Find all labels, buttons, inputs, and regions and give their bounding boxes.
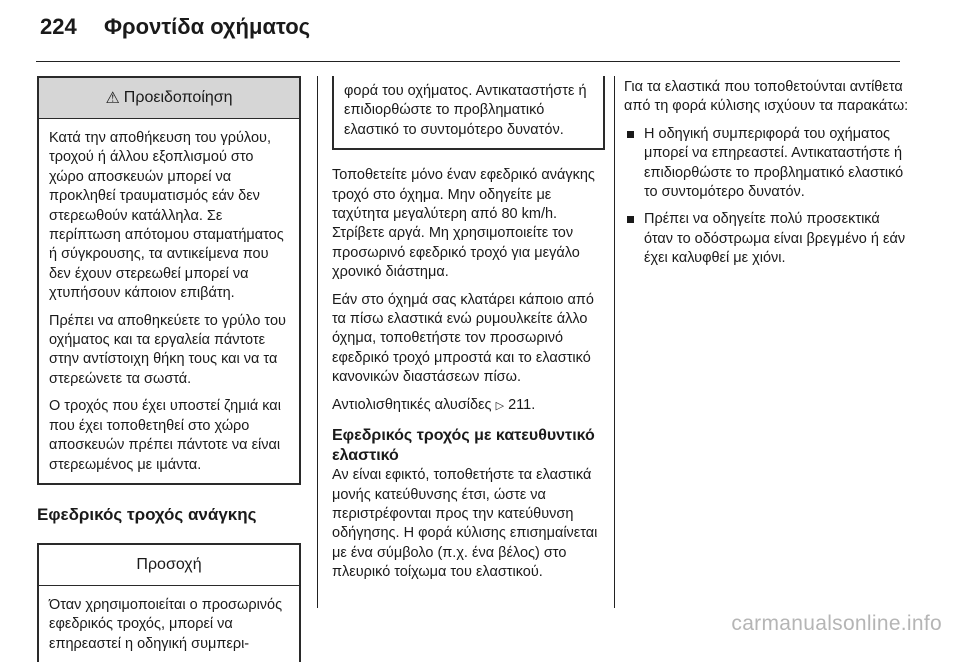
reference-text: Αντιολισθητικές αλυσίδες <box>332 396 492 413</box>
reference-page: 211. <box>508 396 536 413</box>
warning-box-title: ⚠ Προειδοποίηση <box>39 78 299 119</box>
bullet-square-icon <box>627 216 634 223</box>
subsection-heading: Εφεδρικός τροχός με κατευθυντικό ελαστικό <box>332 427 595 465</box>
section-heading: Εφεδρικός τροχός ανάγκης <box>37 504 257 524</box>
paragraph: Εάν στο όχημά σας κλατάρει κάποιο από τα πίσω ελαστικά ενώ ρυμουλκείτε άλλο όχημα, τοποθετήστε τον προσωρινό εφεδρικό τροχό μπροστά και το ελαστικό κανονικών διαστάσεων πίσω. <box>332 291 594 386</box>
paragraph: Αν είναι εφικτό, τοποθετήστε τα ελαστικά μονής κατεύθυνσης έτσι, ώστε να περιστρέφονται προς την κατεύθυνση οδήγησης. Η φορά κύλισης επισημαίνεται με ένα σύμβολο (π.χ. ένα βέλος) στο πλευρικό τοίχωμα του ελαστικού. <box>332 467 598 581</box>
caution-box-title: Προσοχή <box>39 545 299 586</box>
page-number: 224 <box>40 14 77 39</box>
list-item: Η οδηγική συμπεριφορά του οχήματος μπορεί να επηρεαστεί. Αντικαταστήστε ή επιδιορθώστε το προβληματικό ελαστικό το συντομότερο δυνατόν. <box>624 125 909 203</box>
column-1 <box>37 76 301 662</box>
caution-box-continuation <box>332 76 605 150</box>
bullet-list <box>624 125 909 269</box>
paragraph: Τοποθετείτε μόνο έναν εφεδρικό ανάγκης τροχό στο όχημα. Μην οδηγείτε με ταχύτητα μεγαλύτερη από 80 km/h. Στρίβετε αργά. Μη χρησιμοποιείτε τον προσωρινό εφεδρικό τροχό για μεγάλο χρονικό διάστημα. <box>332 167 595 281</box>
caution-continuation-text: φορά του οχήματος. Αντικαταστήστε ή επιδιορθώστε το προβληματικό ελαστικό το συντομότερο δυνατόν. <box>344 83 587 138</box>
warning-paragraph: Πρέπει να αποθηκεύετε το γρύλο του οχήματος και τα εργαλεία πάντοτε στην αντίστοιχη θήκη τους και να τα στερεώνετε τα σωστά. <box>49 312 286 387</box>
column-3 <box>624 78 909 277</box>
column-3-text <box>624 78 909 269</box>
intro-paragraph: Για τα ελαστικά που τοποθετούνται αντίθετα από τη φορά κύλισης ισχύουν τα παρακάτω: <box>624 79 909 115</box>
caution-box-body <box>39 586 299 662</box>
warning-paragraph: Ο τροχός που έχει υποστεί ζημιά και που έχει τοποθετηθεί στο χώρο αποσκευών πρέπει πάντοτε να είναι στερεωμένος με ιμάντα. <box>49 398 281 473</box>
warning-triangle-icon: ⚠ <box>105 90 120 107</box>
subsection-text <box>332 466 605 582</box>
warning-box <box>37 76 301 485</box>
header-divider <box>36 61 900 62</box>
column-divider-1 <box>317 76 318 608</box>
warning-paragraph: Κατά την αποθήκευση του γρύλου, τροχού ή άλλου εξοπλισμού στο χώρο αποσκευών μπορεί να προκληθεί τραυματισμός εάν δεν στερεωθούν κατάλληλα. Σε περίπτωση απότομου σταματήματος ή σύγκρουσης, τα αντικείμενα που δεν έχουν στερεωθεί μπορεί να χτυπήσουν κάποιον επιβάτη. <box>49 130 284 302</box>
column-divider-2 <box>614 76 615 608</box>
section-title: Φροντίδα οχήματος <box>104 14 311 39</box>
caution-text: Όταν χρησιμοποιείται ο προσωρινός εφεδρικός τροχός, μπορεί να επηρεαστεί η οδηγική συμπερι- <box>49 596 283 652</box>
column-2-text <box>332 166 605 416</box>
caution-continuation-body <box>334 76 603 148</box>
column-2 <box>332 76 605 591</box>
list-item: Πρέπει να οδηγείτε πολύ προσεκτικά όταν το οδόστρωμα είναι βρεγμένο ή εάν έχει καλυφθεί με χιόνι. <box>624 210 909 268</box>
bullet-square-icon <box>627 131 634 138</box>
cross-reference <box>332 396 605 416</box>
page-header <box>40 14 310 40</box>
page-reference-arrow-icon: ▷ <box>495 399 505 412</box>
warning-box-body <box>39 119 299 483</box>
caution-box <box>37 543 301 662</box>
watermark: carmanualsonline.info <box>731 612 942 635</box>
